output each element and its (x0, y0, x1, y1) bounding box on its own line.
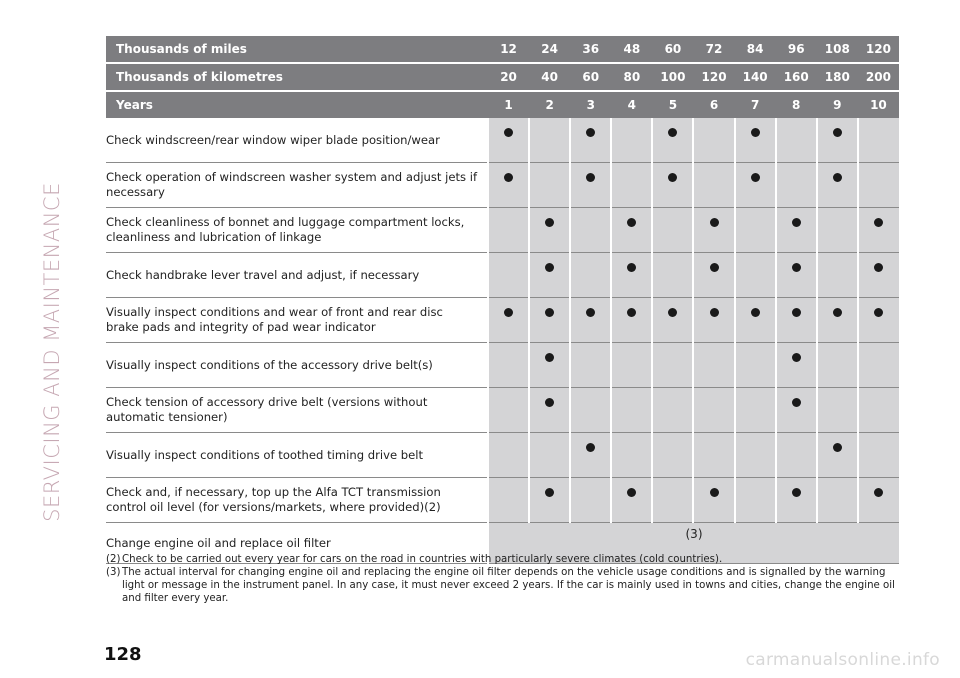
schedule-cell (652, 208, 693, 253)
check-dot-icon (710, 488, 719, 497)
check-dot-icon (586, 128, 595, 137)
table-row (106, 208, 899, 253)
schedule-cell (858, 118, 899, 163)
schedule-cell (529, 388, 570, 433)
check-dot-icon (874, 308, 883, 317)
schedule-cell (652, 118, 693, 163)
footnote (106, 553, 896, 566)
header-value: 160 (776, 63, 817, 91)
header-value: 36 (570, 36, 611, 63)
schedule-cell (488, 298, 529, 343)
check-dot-icon (545, 263, 554, 272)
schedule-cell (858, 388, 899, 433)
task-label: Visually inspect conditions of the accessory drive belt(s) (106, 343, 488, 388)
check-dot-icon (586, 443, 595, 452)
schedule-cell (817, 208, 858, 253)
schedule-cell (693, 253, 734, 298)
section-side-title: SERVICING AND MAINTENANCE (40, 182, 64, 522)
schedule-cell (776, 433, 817, 478)
schedule-cell (611, 433, 652, 478)
schedule-cell (776, 253, 817, 298)
footnote (106, 566, 896, 605)
schedule-cell (817, 478, 858, 523)
check-dot-icon (874, 218, 883, 227)
header-value: 120 (858, 36, 899, 63)
header-row (106, 63, 899, 91)
header-label: Thousands of miles (106, 36, 488, 63)
footnote-text: The actual interval for changing engine oil and replacing the engine oil filter depends on the vehicle usage conditions and is signalled by the warning light or message in the instrument panel. In any case, it must never exceed 2 years. If the car is mainly used in towns and cities, change the engine oil and filter every year. (122, 567, 895, 604)
check-dot-icon (710, 308, 719, 317)
check-dot-icon (586, 173, 595, 182)
schedule-cell (735, 478, 776, 523)
schedule-cell (817, 163, 858, 208)
schedule-cell (488, 253, 529, 298)
header-value: 72 (693, 36, 734, 63)
footnote-marker: (2) (106, 554, 121, 565)
header-value: 40 (529, 63, 570, 91)
check-dot-icon (833, 443, 842, 452)
table-row (106, 298, 899, 343)
schedule-cell (570, 118, 611, 163)
schedule-cell (529, 118, 570, 163)
schedule-cell (817, 343, 858, 388)
check-dot-icon (545, 308, 554, 317)
schedule-cell (529, 253, 570, 298)
task-label: Visually inspect conditions and wear of front and rear disc brake pads and integrity of pad wear indicator (106, 298, 488, 343)
schedule-cell (611, 208, 652, 253)
schedule-cell (488, 388, 529, 433)
header-label: Years (106, 91, 488, 118)
check-dot-icon (627, 488, 636, 497)
check-dot-icon (792, 353, 801, 362)
schedule-cell (735, 163, 776, 208)
schedule-cell (529, 343, 570, 388)
footnote-reference: (3) (488, 523, 899, 564)
table-row (106, 163, 899, 208)
schedule-cell (570, 298, 611, 343)
table-row (106, 478, 899, 523)
schedule-cell (529, 208, 570, 253)
task-label: Check cleanliness of bonnet and luggage compartment locks, cleanliness and lubrication of linkage (106, 208, 488, 253)
header-value: 60 (570, 63, 611, 91)
header-value: 4 (611, 91, 652, 118)
check-dot-icon (504, 173, 513, 182)
table-row (106, 253, 899, 298)
footnote-text: Check to be carried out every year for cars on the road in countries with particularly severe climates (cold countries). (122, 554, 723, 565)
schedule-cell (735, 298, 776, 343)
header-value: 8 (776, 91, 817, 118)
check-dot-icon (792, 218, 801, 227)
schedule-cell (858, 208, 899, 253)
schedule-cell (735, 343, 776, 388)
schedule-cell (652, 433, 693, 478)
header-value: 7 (735, 91, 776, 118)
schedule-cell (611, 118, 652, 163)
table-row (106, 433, 899, 478)
check-dot-icon (627, 308, 636, 317)
check-dot-icon (668, 173, 677, 182)
header-value: 9 (817, 91, 858, 118)
schedule-cell (611, 163, 652, 208)
watermark: carmanualsonline.info (745, 650, 940, 670)
schedule-cell (611, 253, 652, 298)
check-dot-icon (586, 308, 595, 317)
schedule-cell (858, 163, 899, 208)
schedule-cell (693, 118, 734, 163)
schedule-cell (693, 388, 734, 433)
header-value: 80 (611, 63, 652, 91)
schedule-cell (817, 388, 858, 433)
schedule-cell (570, 478, 611, 523)
header-value: 5 (652, 91, 693, 118)
header-value: 108 (817, 36, 858, 63)
schedule-cell (858, 478, 899, 523)
header-value: 1 (488, 91, 529, 118)
page-number: 128 (104, 644, 142, 665)
schedule-cell (858, 343, 899, 388)
schedule-cell (693, 208, 734, 253)
task-label: Visually inspect conditions of toothed timing drive belt (106, 433, 488, 478)
table-row (106, 343, 899, 388)
schedule-cell (776, 118, 817, 163)
schedule-cell (652, 298, 693, 343)
schedule-cell (858, 253, 899, 298)
header-value: 12 (488, 36, 529, 63)
table-row (106, 388, 899, 433)
check-dot-icon (751, 128, 760, 137)
check-dot-icon (792, 263, 801, 272)
schedule-cell (488, 163, 529, 208)
table-row (106, 118, 899, 163)
schedule-cell (652, 163, 693, 208)
task-label: Check and, if necessary, top up the Alfa TCT transmission control oil level (for versions/markets, where provided)(2) (106, 478, 488, 523)
schedule-cell (570, 388, 611, 433)
check-dot-icon (710, 263, 719, 272)
header-value: 140 (735, 63, 776, 91)
schedule-cell (776, 298, 817, 343)
check-dot-icon (504, 308, 513, 317)
schedule-cell (570, 433, 611, 478)
schedule-cell (488, 118, 529, 163)
check-dot-icon (833, 173, 842, 182)
header-value: 24 (529, 36, 570, 63)
schedule-cell (693, 298, 734, 343)
schedule-cell (529, 433, 570, 478)
footnotes (106, 553, 896, 605)
schedule-cell (817, 433, 858, 478)
check-dot-icon (751, 308, 760, 317)
schedule-cell (858, 298, 899, 343)
header-value: 180 (817, 63, 858, 91)
schedule-cell (488, 433, 529, 478)
check-dot-icon (792, 308, 801, 317)
schedule-cell (529, 163, 570, 208)
check-dot-icon (545, 218, 554, 227)
header-value: 20 (488, 63, 529, 91)
schedule-cell (652, 253, 693, 298)
check-dot-icon (545, 353, 554, 362)
schedule-cell (735, 433, 776, 478)
check-dot-icon (874, 263, 883, 272)
task-label: Check handbrake lever travel and adjust, if necessary (106, 253, 488, 298)
header-value: 84 (735, 36, 776, 63)
schedule-cell (529, 478, 570, 523)
schedule-cell (776, 388, 817, 433)
header-value: 96 (776, 36, 817, 63)
schedule-cell (693, 163, 734, 208)
check-dot-icon (710, 218, 719, 227)
schedule-cell (776, 343, 817, 388)
maintenance-schedule-table (106, 36, 899, 564)
schedule-cell (735, 253, 776, 298)
schedule-cell (735, 118, 776, 163)
footnote-marker: (3) (106, 567, 121, 578)
check-dot-icon (668, 308, 677, 317)
check-dot-icon (792, 488, 801, 497)
schedule-cell (776, 208, 817, 253)
header-value: 10 (858, 91, 899, 118)
check-dot-icon (627, 263, 636, 272)
check-dot-icon (792, 398, 801, 407)
schedule-cell (488, 478, 529, 523)
schedule-cell (817, 118, 858, 163)
schedule-cell (611, 478, 652, 523)
check-dot-icon (545, 488, 554, 497)
header-value: 60 (652, 36, 693, 63)
header-label: Thousands of kilometres (106, 63, 488, 91)
header-value: 2 (529, 91, 570, 118)
schedule-cell (570, 253, 611, 298)
header-row (106, 91, 899, 118)
header-value: 3 (570, 91, 611, 118)
task-label: Change engine oil and replace oil filter (106, 523, 488, 564)
schedule-cell (693, 433, 734, 478)
schedule-cell (570, 163, 611, 208)
schedule-cell (611, 388, 652, 433)
schedule-cell (488, 208, 529, 253)
schedule-cell (611, 298, 652, 343)
check-dot-icon (545, 398, 554, 407)
schedule-cell (652, 388, 693, 433)
check-dot-icon (504, 128, 513, 137)
check-dot-icon (751, 173, 760, 182)
task-label: Check tension of accessory drive belt (versions without automatic tensioner) (106, 388, 488, 433)
schedule-cell (776, 163, 817, 208)
header-value: 6 (693, 91, 734, 118)
header-value: 120 (693, 63, 734, 91)
schedule-cell (817, 253, 858, 298)
schedule-cell (776, 478, 817, 523)
schedule-cell (735, 208, 776, 253)
header-value: 200 (858, 63, 899, 91)
schedule-cell (735, 388, 776, 433)
header-value: 48 (611, 36, 652, 63)
schedule-cell (488, 343, 529, 388)
header-row (106, 36, 899, 63)
schedule-cell (693, 478, 734, 523)
schedule-cell (529, 298, 570, 343)
check-dot-icon (668, 128, 677, 137)
schedule-cell (858, 433, 899, 478)
task-label: Check operation of windscreen washer system and adjust jets if necessary (106, 163, 488, 208)
schedule-cell (652, 478, 693, 523)
schedule-cell (611, 343, 652, 388)
schedule-cell (817, 298, 858, 343)
schedule-cell (570, 208, 611, 253)
task-label: Check windscreen/rear window wiper blade position/wear (106, 118, 488, 163)
check-dot-icon (833, 128, 842, 137)
check-dot-icon (833, 308, 842, 317)
check-dot-icon (627, 218, 636, 227)
schedule-cell (693, 343, 734, 388)
header-value: 100 (652, 63, 693, 91)
check-dot-icon (874, 488, 883, 497)
schedule-cell (570, 343, 611, 388)
schedule-cell (652, 343, 693, 388)
